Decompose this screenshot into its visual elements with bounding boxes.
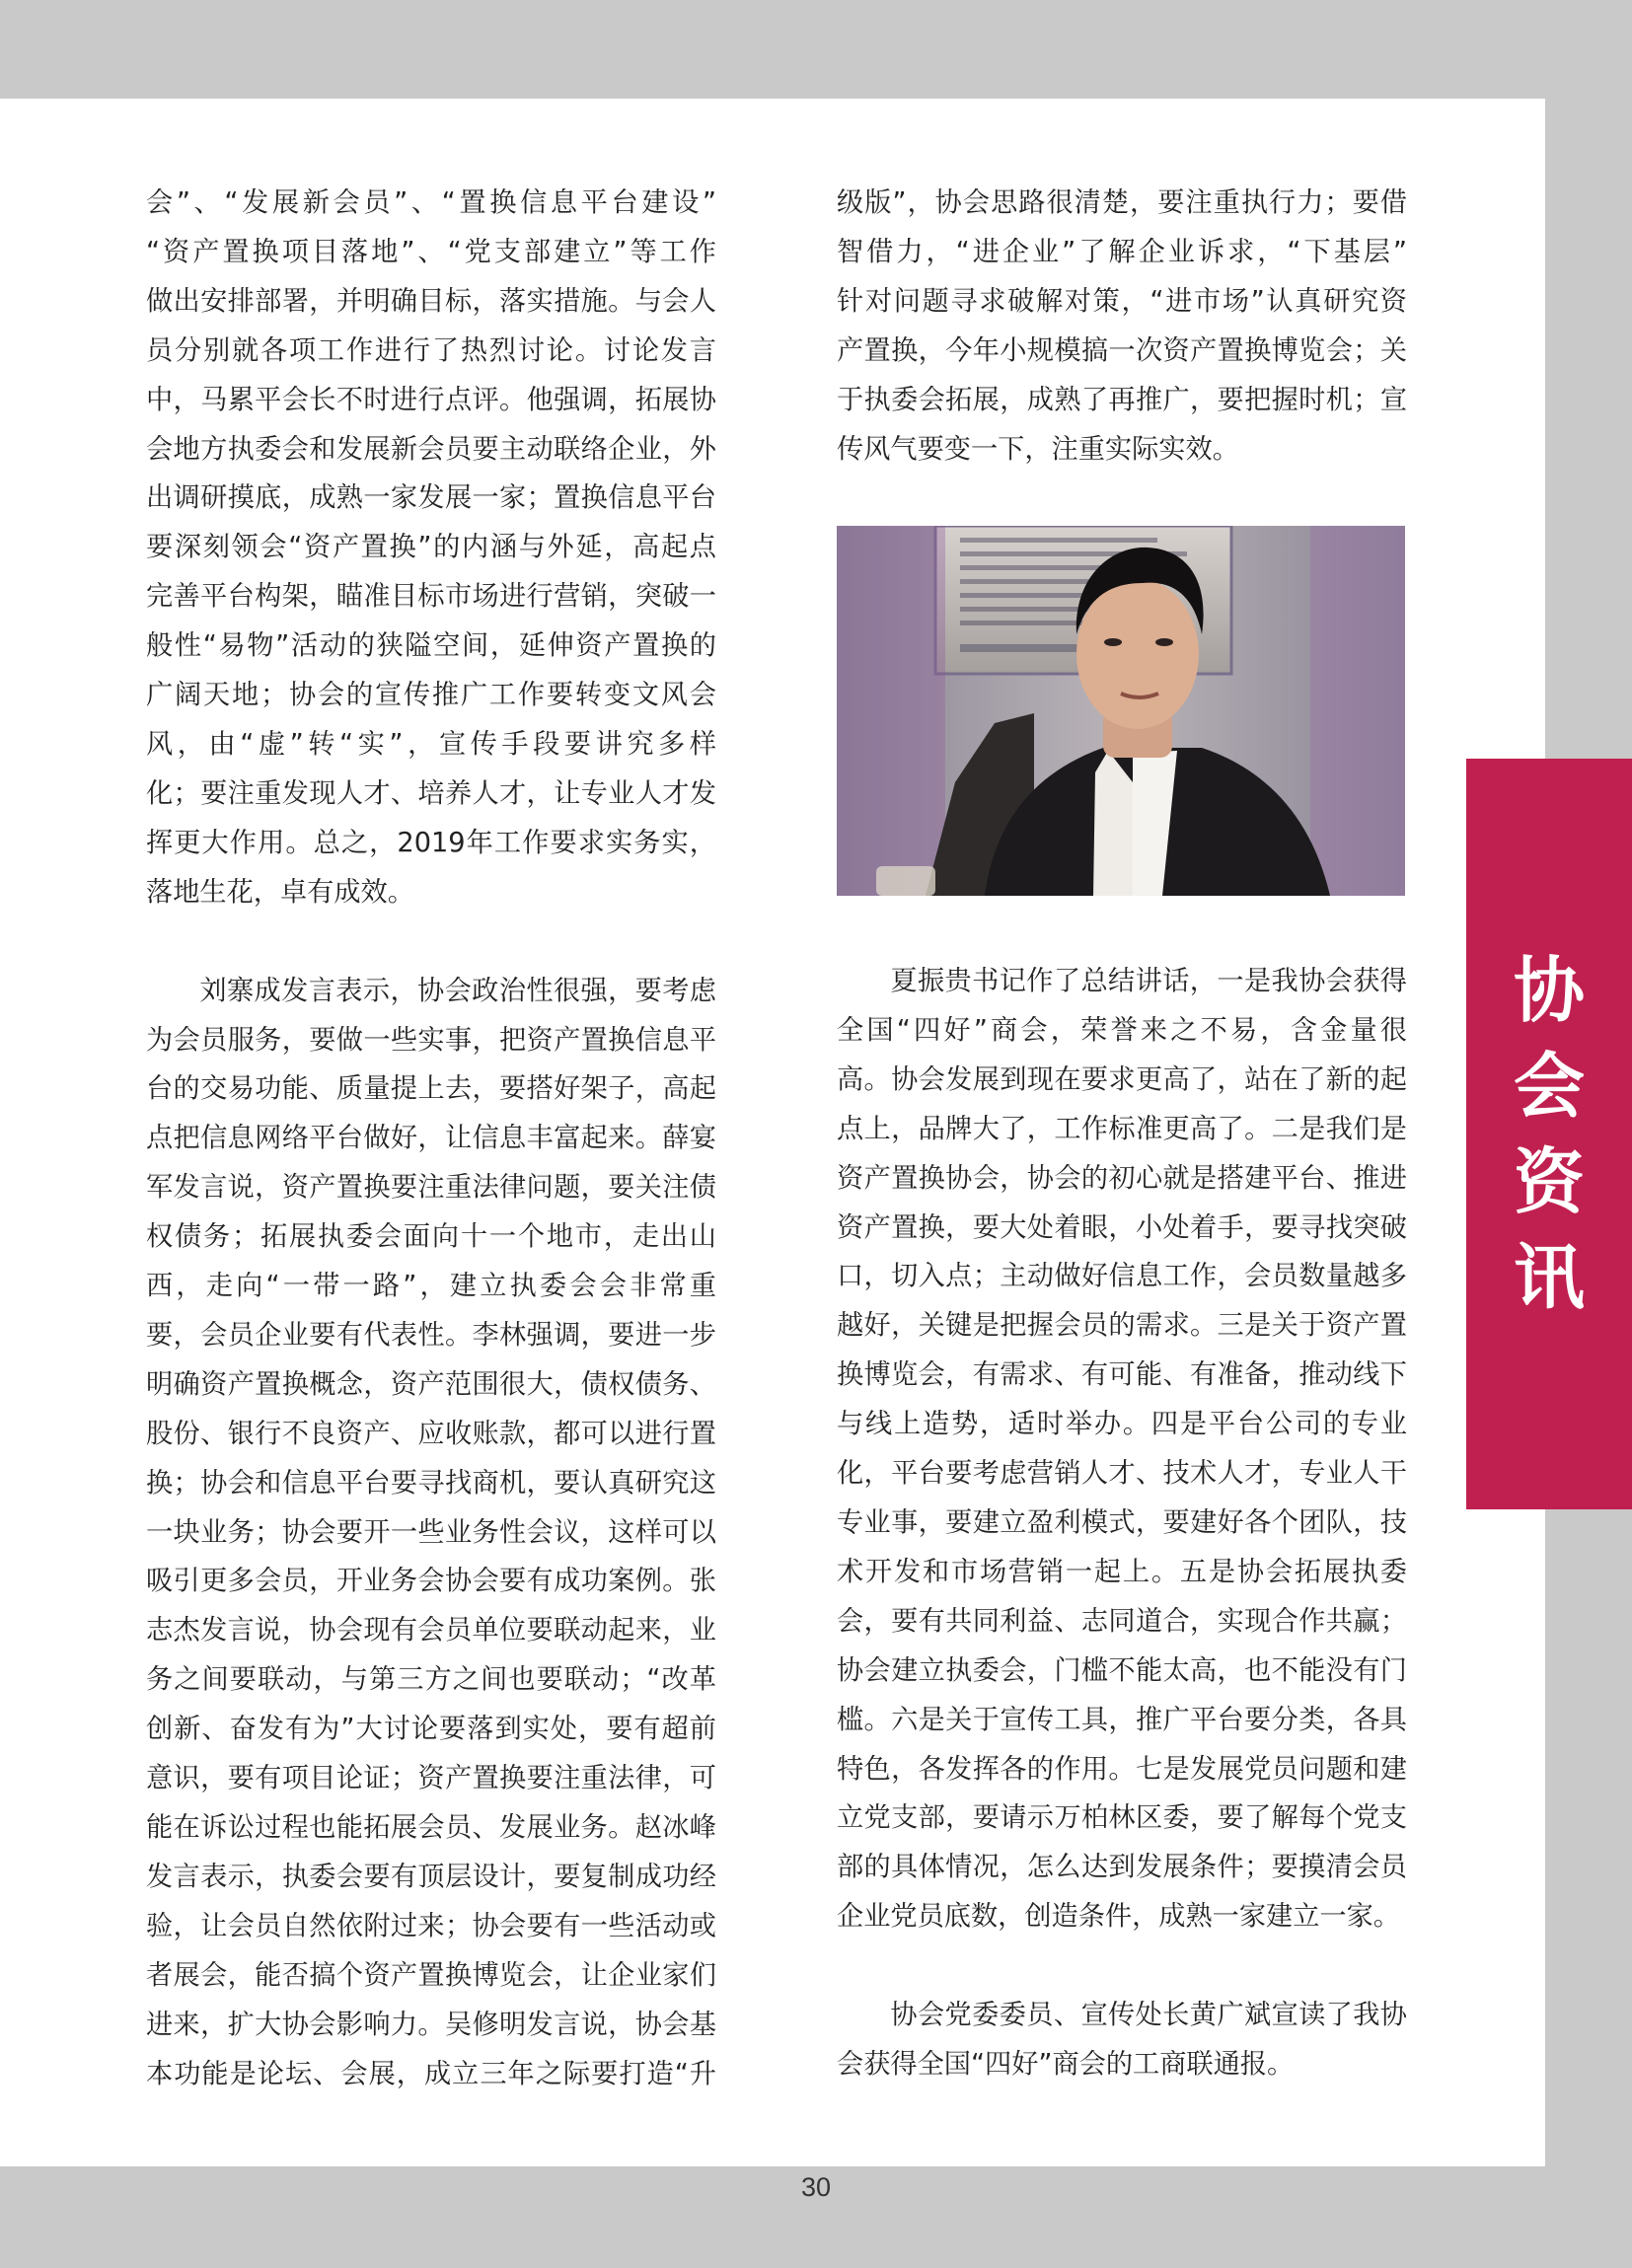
text-line: 创新、奋发有为”大讨论要落到实处，要有超前: [146, 1714, 716, 1745]
text-line: 员分别就各项工作进行了热烈讨论。讨论发言: [146, 334, 716, 366]
text-line: 台的交易功能、质量提上去，要搭好架子，高起: [146, 1073, 716, 1105]
text-line: 全国“四好”商会，荣誉来之不易，含金量很: [837, 1014, 1407, 1046]
text-line: 夏振贵书记作了总结讲话，一是我协会获得: [890, 966, 1407, 996]
text-line: 槛。六是关于宣传工具，推广平台要分类，各具: [837, 1704, 1407, 1735]
text-line: 落地生花，卓有成效。: [146, 876, 414, 908]
text-line: 能在诉讼过程也能拓展会员、发展业务。赵冰峰: [146, 1812, 716, 1843]
text-line: 验，让会员自然依附过来；协会要有一些活动或: [146, 1910, 716, 1941]
text-line: 意识，要有项目论证；资产置换要注重法律，可: [146, 1763, 716, 1794]
text-line: 点把信息网络平台做好，让信息丰富起来。薛宴: [146, 1123, 716, 1154]
text-line: 军发言说，资产置换要注重法律问题，要关注债: [146, 1172, 716, 1204]
text-line: 级版”，协会思路很清楚，要注重执行力；要借: [837, 187, 1407, 218]
text-line: 要，会员企业要有代表性。李林强调，要进一步: [146, 1319, 716, 1351]
text-line: 风，由“虚”转“实”，宣传手段要讲究多样: [146, 728, 716, 760]
text-line: 换博览会，有需求、有可能、有准备，推动线下: [837, 1359, 1407, 1391]
paragraph: [146, 967, 716, 2099]
section-title-char: 会: [1513, 1044, 1585, 1128]
page-number: 30: [800, 2172, 832, 2202]
text-line: 会获得全国“四好”商会的工商联通报。: [837, 2049, 1295, 2081]
text-line: 越好，关键是把握会员的需求。三是关于资产置: [837, 1310, 1407, 1342]
text-line: 立党支部，要请示万柏林区委，要了解每个党支: [837, 1802, 1407, 1834]
text-line: 点上，品牌大了，工作标准更高了。二是我们是: [837, 1113, 1407, 1144]
speaker-photo: [837, 526, 1405, 896]
text-line: 会，要有共同利益、志同道合，实现合作共赢；: [837, 1605, 1407, 1637]
text-line: 广阔天地；协会的宣传推广工作要转变文风会: [146, 680, 716, 711]
text-line: 般性“易物”活动的狭隘空间，延伸资产置换的: [146, 630, 716, 662]
text-line: 专业事，要建立盈利模式，要建好各个团队，技: [837, 1506, 1407, 1538]
text-line: 术开发和市场营销一起上。五是协会拓展执委: [837, 1556, 1407, 1587]
text-line: 部的具体情况，怎么达到发展条件；要摸清会员: [837, 1852, 1407, 1883]
text-line: 于执委会拓展，成熟了再推广，要把握时机；宣: [837, 384, 1407, 415]
text-line: “资产置换项目落地”、“党支部建立”等工作: [146, 236, 716, 267]
text-line: 智借力，“进企业”了解企业诉求，“下基层”: [837, 236, 1407, 267]
section-tab: [1466, 759, 1632, 1509]
text-line: 挥更大作用。总之，2019年工作要求实务实，: [146, 827, 716, 858]
section-title-char: 资: [1513, 1139, 1585, 1223]
text-line: 做出安排部署，并明确目标，落实措施。与会人: [146, 285, 716, 317]
paragraph: [837, 179, 1407, 474]
text-line: 协会建立执委会，门槛不能太高，也不能没有门: [837, 1654, 1407, 1686]
text-line: 会地方执委会和发展新会员要主动联络企业，外: [146, 433, 716, 465]
text-line: 出调研摸底，成熟一家发展一家；置换信息平台: [146, 482, 716, 514]
text-line: 要深刻领会“资产置换”的内涵与外延，高起点: [146, 532, 716, 563]
text-line: 特色，各发挥各的作用。七是发展党员问题和建: [837, 1753, 1407, 1785]
text-line: 吸引更多会员，开业务会协会要有成功案例。张: [146, 1566, 716, 1597]
text-line: 权债务；拓展执委会面向十一个地市，走出山: [146, 1221, 716, 1253]
text-line: 高。协会发展到现在要求更高了，站在了新的起: [837, 1063, 1407, 1095]
text-line: 会”、“发展新会员”、“置换信息平台建设”: [146, 187, 716, 218]
text-line: 股份、银行不良资产、应收账款，都可以进行置: [146, 1418, 716, 1449]
paragraph: [837, 957, 1407, 1941]
right-column-bottom: [837, 957, 1407, 2089]
right-column-top: [837, 179, 1407, 474]
text-line: 资产置换协会，协会的初心就是搭建平台、推进: [837, 1162, 1407, 1194]
text-line: 产置换，今年小规模搞一次资产置换博览会；关: [837, 334, 1407, 366]
text-line: 发言表示，执委会要有顶层设计，要复制成功经: [146, 1861, 716, 1892]
text-line: 为会员服务，要做一些实事，把资产置换信息平: [146, 1024, 716, 1056]
text-line: 换；协会和信息平台要寻找商机，要认真研究这: [146, 1467, 716, 1499]
text-line: 传风气要变一下，注重实际实效。: [837, 433, 1239, 465]
text-line: 务之间要联动，与第三方之间也要联动；“改革: [146, 1664, 716, 1696]
text-line: 者展会，能否搞个资产置换博览会，让企业家们: [146, 1959, 716, 1991]
text-line: 化；要注重发现人才、培养人才，让专业人才发: [146, 777, 716, 809]
section-title-char: 协: [1513, 948, 1585, 1032]
text-line: 协会党委委员、宣传处长黄广斌宣读了我协: [890, 2000, 1407, 2031]
text-line: 与线上造势，适时举办。四是平台公司的专业: [837, 1409, 1407, 1440]
text-line: 本功能是论坛、会展，成立三年之际要打造“升: [146, 2058, 716, 2089]
left-column: [146, 179, 716, 2098]
section-title-char: 讯: [1513, 1235, 1585, 1319]
text-line: 志杰发言说，协会现有会员单位要联动起来，业: [146, 1615, 716, 1646]
text-line: 针对问题寻求破解对策，“进市场”认真研究资: [837, 285, 1407, 317]
paragraph: [837, 1991, 1407, 2089]
text-line: 口，切入点；主动做好信息工作，会员数量越多: [837, 1261, 1407, 1292]
text-line: 明确资产置换概念，资产范围很大，债权债务、: [146, 1368, 716, 1400]
text-line: 化，平台要考虑营销人才、技术人才，专业人干: [837, 1458, 1407, 1490]
text-line: 一块业务；协会要开一些业务性会议，这样可以: [146, 1516, 716, 1548]
text-line: 西，走向“一带一路”，建立执委会会非常重: [146, 1271, 716, 1302]
text-line: 资产置换，要大处着眼，小处着手，要寻找突破: [837, 1211, 1407, 1243]
text-line: 刘寨成发言表示，协会政治性很强，要考虑: [199, 975, 716, 1006]
text-line: 中，马累平会长不时进行点评。他强调，拓展协: [146, 384, 716, 415]
paragraph: [146, 179, 716, 917]
text-line: 进来，扩大协会影响力。吴修明发言说，协会基: [146, 2009, 716, 2040]
text-line: 企业党员底数，创造条件，成熟一家建立一家。: [837, 1901, 1400, 1933]
text-line: 完善平台构架，瞄准目标市场进行营销，突破一: [146, 581, 716, 613]
